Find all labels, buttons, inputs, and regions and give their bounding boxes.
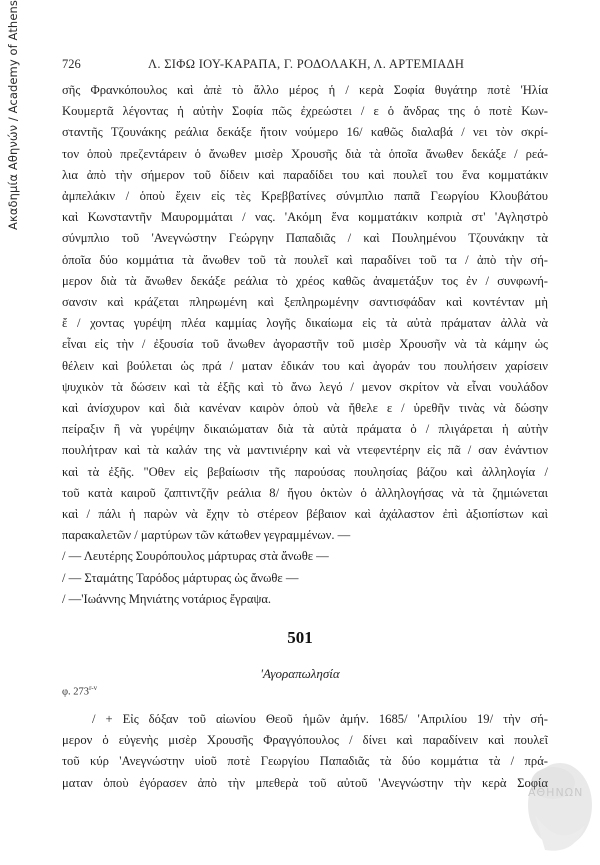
text-line: τοῦ κατὰ καιροῦ ζαπτιντζῆν ρεάλια 8/ ἤγου ὀκτὼν ὁ ἀλληλογήσας νὰ τὰ ζημιώνεται <box>62 485 548 500</box>
text-line: ἀμπελάκιν / ὁποὺ ἔχειν εἰς τὲς Κρεββατίνες σύνμπλιο παπᾶ Γεωργίου Κλουβάτου <box>62 189 548 204</box>
document-number: 501 <box>287 628 313 647</box>
text-line: λια ἀπὸ τὴν σήμερον τοῦ δίδειν καὶ παραδίδει του καὶ πουλεῖ του ἕνα κομματάκιν <box>62 167 548 182</box>
academy-logo-text: ΑΘΗΝΩΝ <box>528 786 584 799</box>
witness-line: / — Λευτέρης Σουρόπουλος μάρτυρας στὰ ἄνωθε — <box>62 549 329 564</box>
text-line: σῆς Φρανκόπουλος καὶ ἀπὲ τὸ ἄλλο μέρος ἡ / κερὰ Σοφία θυγάτηρ ποτὲ 'Ηλία <box>62 83 548 97</box>
text-line: καὶ / πάλι ἡ παρὼν νὰ ἔχην τὸ στέρεον βέβαιον καὶ ἀχάλαστον ἐπὶ ἀξιοπίστων καὶ <box>62 507 548 522</box>
text-line: καὶ Κωνσταντῆν Μαυρομμάται / νας. 'Ακόμη ἕνα κομματάκιν κοπριὰ στ' 'Αγληστρὸ <box>62 210 548 225</box>
witness-line: / —'Ιωάννης Μηνιάτης νοτάριος ἔγραψα. <box>62 591 272 606</box>
document-501-text <box>62 709 548 794</box>
text-line: πείραξιν ἢ νὰ γυρέψην δικαιώματαν διὰ τὰ αὐτὰ πράματα ὁ / πλιγάρεται ἡ αὐτὴν <box>62 422 548 437</box>
witness-line: / — Σταμάτης Ταρόδος μάρτυρας ὡς ἄνωθε — <box>62 570 299 585</box>
text-line: σύνμπλιο τοῦ 'Ανεγνώστην Γεώργην Παπαδιᾶς / καὶ Πουλημένου Τζουνάκην τὰ <box>62 231 548 246</box>
academy-logo-icon <box>515 755 600 865</box>
running-head-authors: Λ. ΣΙΦΩ ΙΟΥ-ΚΑΡΑΠΑ, Γ. ΡΟΔΟΛΑΚΗ, Λ. ΑΡΤΕΜΙΑΔΗ <box>148 57 465 71</box>
document-title: 'Αγοραπωλησία <box>260 666 340 681</box>
text-line: ἔ / χοντας γυρέψη πλέα καμμίας λογῆς δικαίωμα εἰς τὰ αὐτὰ πράματαν ἀλλὰ νὰ <box>62 316 548 331</box>
page-number: 726 <box>62 57 81 71</box>
text-line: τον ὁποὺ πρεζεντάρειν ὁ ἄνωθεν μισὲρ Χρουσῆς διὰ τὰ ὁποῖα ἄνωθεν δεκάξε / ρεά- <box>62 146 548 161</box>
folio-prefix: φ. 273 <box>62 686 90 698</box>
text-line: θέλειν καὶ βούλεται ὡς πρά / ματαν ἐδικάν του καὶ ἀγοράν του πουλήσειν χαρίσειν <box>62 358 548 373</box>
text-line: εἶναι εἰς τὴν / ἐξουσία τοῦ ἄνωθεν ἀγοραστῆν τοῦ μισὲρ Χρουσῆν νὰ τὰ κάμην ὡς <box>62 337 548 352</box>
text-line: σανσιν καὶ κράζεται πληρωμένη καὶ ξεπληρωμένην σαντισφάδαν καὶ κοντένταν μὴ <box>62 295 548 310</box>
text-line: πουλήτραν καὶ τὰ καλάν της νὰ μαντινιέρην καὶ νὰ ντεφεντέρην εἰς πᾶ / σαν ἐνάντιον <box>62 443 548 458</box>
academy-watermark-vertical: Ακαδημία Αθηνών / Academy of Athens <box>6 0 20 230</box>
text-line: / + Εἰς δόξαν τοῦ αἰωνίου Θεοῦ ἡμῶν ἀμήν. 1685/ 'Απριλίου 19/ τὴν σή- <box>92 712 548 726</box>
text-line: τοῦ κύρ 'Ανεγνώστην υἱοῦ ποτὲ Γεωργίου Παπαδιᾶς τὰ δύο κομμάτια τὰ / πρά- <box>62 754 548 769</box>
text-line: μερον διὰ τὰ ἄνωθεν δεκάξε ρεάλια τὸ χρέος καθῶς ἀναμετάξυν τος ἐν / συνφωνή- <box>62 273 548 288</box>
previous-document-text <box>62 80 548 610</box>
text-line: ματαν ὁποὺ ἐγόρασεν ἀπὸ τὴν μπεθερὰ τοῦ αὐτοῦ 'Ανεγνώστην τὴν κερὰ Σοφία <box>62 775 548 790</box>
text-line: ψυχικὸν τὰ δώσειν καὶ τὰ ἐξῆς καὶ τὸ ἄνω λεγό / μενον σκρίτον νὰ εἶναι νουλάδον <box>62 379 548 394</box>
folio-reference <box>62 684 97 698</box>
text-line: καὶ ἀνίσχυρον καὶ διὰ κανέναν καιρὸν ὁποὺ νὰ ἤθελε ε / ὑρεθῆν τινὰς νὰ δώσην <box>62 401 548 416</box>
text-line: Κουμερτᾶ λέγοντας ἡ αὐτὴν Σοφία πῶς ἐχρεώστει / ε ὁ ἄνδρας της ὁ ποτὲ Κων- <box>62 104 548 119</box>
text-line: καὶ τὰ ἐξῆς. "Οθεν εἰς βεβαίωσιν τῆς παρούσας πουλησίας βάζου καὶ ἀλληλογία / <box>62 464 548 479</box>
text-line: ὁποῖα δύο κομμάτια τὰ ἄνωθεν τοῦ τὰ πουλεῖ καὶ παραδίνει τοῦ τα / ἀπὸ τὴν σή- <box>62 252 548 267</box>
folio-superscript: r-v <box>89 684 98 692</box>
text-line: σταντῆς Τζουνάκης ρεάλια δεκάξε ἤτοιν νούμερο 16/ καθῶς διαλαβά / νει τὸν σκρί- <box>62 125 548 140</box>
text-line: παρακαλετῶν / μαρτύρων τῶν κάτωθεν γεγραμμένων. — <box>62 528 351 543</box>
text-line: μερον ὁ εὐγενὴς μισὲρ Χρουσῆς Φραγγόπουλος / δίνει καὶ παραδίνειν καὶ πουλεῖ <box>62 733 548 748</box>
